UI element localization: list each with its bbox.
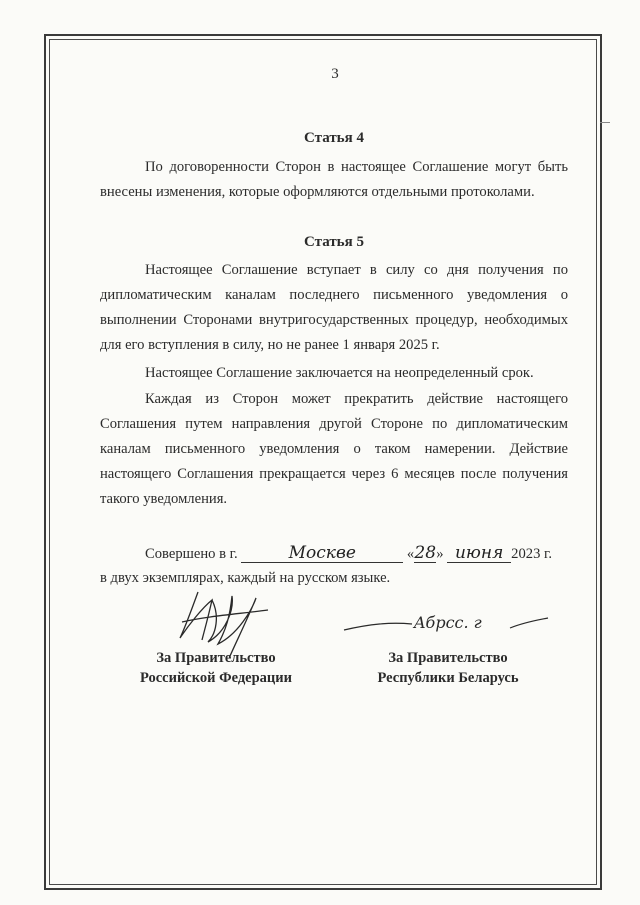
article-4-title: Статья 4: [304, 130, 364, 146]
signing-month: июня: [447, 544, 511, 563]
signing-prefix: Совершено в г.: [145, 546, 238, 562]
signing-city: Москве: [241, 544, 403, 563]
article-5-paragraph-1: Настоящее Соглашение вступает в силу со дня получения по дипломатическим каналам последнего письменного уведомления о выполнении Сторонами внутригосударственных процедур, необходимых для его вступления в силу, но не ранее 1 января 2025 г.: [100, 262, 568, 353]
article-5-paragraph-3: Каждая из Сторон может прекратить действие настоящего Соглашения путем направления другой Стороне по дипломатическим каналам письменного уведомления о таком намерении. Действие настоящего Соглашения прекращается через 6 месяцев после получения такого уведомления.: [100, 391, 568, 507]
signing-line: [100, 544, 568, 563]
signatory-right: [348, 648, 548, 688]
signing-day: 28: [414, 543, 437, 563]
margin-mark: [600, 122, 610, 123]
quote-open: «: [406, 546, 415, 562]
signatory-right-line1: За Правительство: [388, 650, 508, 666]
page-number: 3: [331, 66, 339, 82]
article-4-paragraph: По договоренности Сторон в настоящее Соглашение могут быть внесены изменения, которые оформляются отдельными протоколами.: [100, 159, 568, 200]
signatory-right-line2: Республики Беларусь: [377, 670, 519, 686]
signatory-left-line1: За Правительство: [156, 650, 276, 666]
copies-line: в двух экземплярах, каждый на русском языке.: [100, 570, 391, 586]
signatory-left-line2: Российской Федерации: [139, 670, 292, 686]
article-5-title: Статья 5: [304, 234, 364, 250]
article-5-paragraph-2: Настоящее Соглашение заключается на неопределенный срок.: [145, 365, 534, 381]
signing-year: 2023 г.: [511, 546, 552, 562]
signature-right: [340, 608, 552, 638]
signatory-left: [116, 648, 316, 688]
signature-right-text: Aбрсс. г: [414, 613, 482, 632]
quote-close: »: [436, 546, 444, 562]
